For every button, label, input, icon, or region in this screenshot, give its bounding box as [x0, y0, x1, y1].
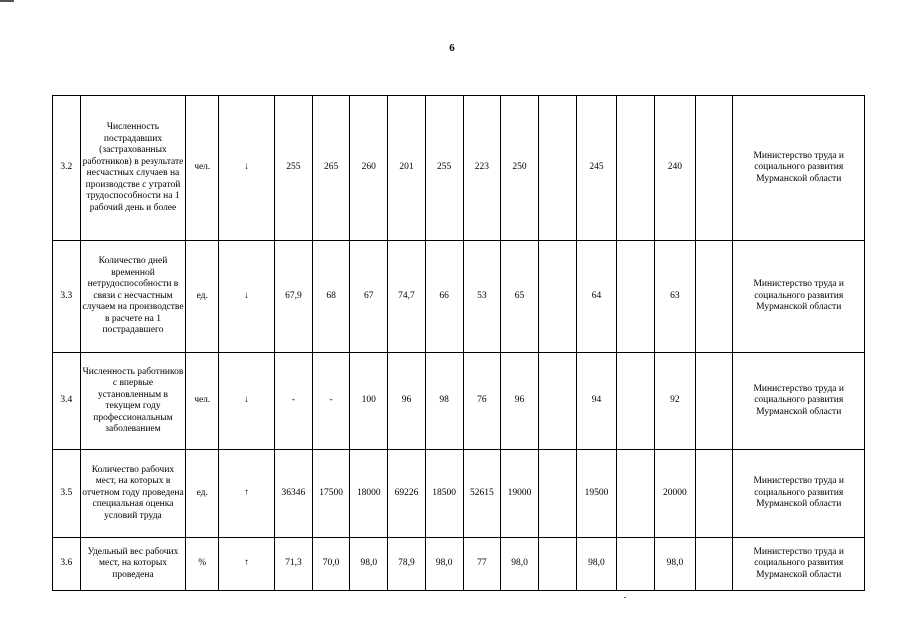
value-cell: 250 [501, 96, 539, 241]
indicator-name: Количество рабочих мест, на которых в отчетном году проведена специальная оценка условий труда [80, 450, 186, 538]
arrow-up-icon: ↑ [244, 487, 249, 498]
value-cell: 66 [425, 241, 463, 353]
value-cell: 96 [501, 353, 539, 450]
value-cell: 71,3 [275, 538, 313, 591]
responsible-org: Министерство труда и социального развития Мурманской области [733, 450, 865, 538]
indicator-name: Удельный вес рабочих мест, на которых проведена [80, 538, 186, 591]
value-cell: 98,0 [501, 538, 539, 591]
indicator-name: Численность пострадавших (застрахованных работников) в результате несчастных случаев на производстве с утратой трудоспособности на 1 рабочий день и более [80, 96, 186, 241]
row-number: 3.3 [53, 241, 81, 353]
table-body [53, 96, 865, 591]
value-cell: 67 [350, 241, 388, 353]
table-row [53, 241, 865, 353]
value-cell: 69226 [388, 450, 426, 538]
scan-speck [624, 597, 626, 598]
value-cell [538, 538, 576, 591]
value-cell: 68 [312, 241, 350, 353]
value-cell [538, 353, 576, 450]
value-cell: 255 [425, 96, 463, 241]
value-cell: 96 [388, 353, 426, 450]
table-row [53, 96, 865, 241]
responsible-org: Министерство труда и социального развития Мурманской области [733, 353, 865, 450]
value-cell [538, 450, 576, 538]
value-cell: 94 [576, 353, 617, 450]
value-cell: 52615 [463, 450, 501, 538]
arrow-up-icon: ↑ [244, 558, 249, 569]
value-cell [617, 241, 655, 353]
row-number: 3.5 [53, 450, 81, 538]
value-cell [695, 96, 733, 241]
value-cell [617, 538, 655, 591]
indicator-name: Количество дней временной нетрудоспособности в связи с несчастным случаем на производстве в расчете на 1 пострадавшего [80, 241, 186, 353]
value-cell: 265 [312, 96, 350, 241]
responsible-org: Министерство труда и социального развития Мурманской области [733, 96, 865, 241]
trend-cell [219, 96, 275, 241]
trend-cell [219, 353, 275, 450]
value-cell: 20000 [655, 450, 696, 538]
value-cell: 255 [275, 96, 313, 241]
unit-cell: ед. [186, 450, 219, 538]
unit-cell: чел. [186, 353, 219, 450]
value-cell: 76 [463, 353, 501, 450]
value-cell [617, 96, 655, 241]
row-number: 3.4 [53, 353, 81, 450]
page-number: 6 [449, 42, 455, 54]
value-cell: 19500 [576, 450, 617, 538]
value-cell: 65 [501, 241, 539, 353]
value-cell [617, 450, 655, 538]
responsible-org: Министерство труда и социального развития Мурманской области [733, 241, 865, 353]
arrow-down-icon: ↓ [244, 395, 249, 406]
value-cell: 67,9 [275, 241, 313, 353]
row-number: 3.6 [53, 538, 81, 591]
value-cell: 74,7 [388, 241, 426, 353]
value-cell: 223 [463, 96, 501, 241]
value-cell: 18000 [350, 450, 388, 538]
value-cell: 19000 [501, 450, 539, 538]
value-cell: 78,9 [388, 538, 426, 591]
value-cell: 77 [463, 538, 501, 591]
value-cell: 36346 [275, 450, 313, 538]
table-row [53, 450, 865, 538]
row-number: 3.2 [53, 96, 81, 241]
value-cell [538, 241, 576, 353]
value-cell: - [312, 353, 350, 450]
trend-cell [219, 538, 275, 591]
value-cell: 260 [350, 96, 388, 241]
value-cell [695, 538, 733, 591]
value-cell: 92 [655, 353, 696, 450]
value-cell: 63 [655, 241, 696, 353]
value-cell [538, 96, 576, 241]
scan-corner-mark [0, 0, 14, 2]
value-cell: 98,0 [576, 538, 617, 591]
value-cell: 201 [388, 96, 426, 241]
value-cell: - [275, 353, 313, 450]
value-cell: 18500 [425, 450, 463, 538]
value-cell: 98 [425, 353, 463, 450]
value-cell: 98,0 [350, 538, 388, 591]
value-cell: 70,0 [312, 538, 350, 591]
value-cell: 17500 [312, 450, 350, 538]
table-row [53, 538, 865, 591]
value-cell: 100 [350, 353, 388, 450]
value-cell: 240 [655, 96, 696, 241]
indicators-table [52, 95, 865, 591]
indicator-name: Численность работников с впервые установленным в текущем году профессиональным заболеванием [80, 353, 186, 450]
unit-cell: ед. [186, 241, 219, 353]
arrow-down-icon: ↓ [244, 162, 249, 173]
value-cell [695, 353, 733, 450]
value-cell [695, 450, 733, 538]
trend-cell [219, 241, 275, 353]
responsible-org: Министерство труда и социального развития Мурманской области [733, 538, 865, 591]
arrow-down-icon: ↓ [244, 290, 249, 301]
value-cell: 98,0 [425, 538, 463, 591]
unit-cell: % [186, 538, 219, 591]
trend-cell [219, 450, 275, 538]
value-cell: 64 [576, 241, 617, 353]
value-cell: 53 [463, 241, 501, 353]
value-cell: 98,0 [655, 538, 696, 591]
value-cell [617, 353, 655, 450]
table-row [53, 353, 865, 450]
value-cell: 245 [576, 96, 617, 241]
unit-cell: чел. [186, 96, 219, 241]
value-cell [695, 241, 733, 353]
